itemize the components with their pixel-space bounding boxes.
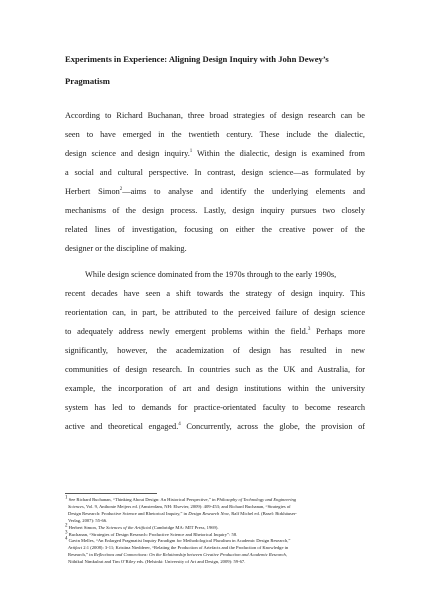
- paragraph: [65, 106, 365, 258]
- text-line: [65, 182, 365, 201]
- footnote-line: [65, 511, 365, 518]
- text-fragment: Buchanan, “Strategies of Design Research: Productive Science and Rhetorical Inquiry”: 58.: [67, 531, 238, 537]
- text-fragment: See Richard Buchanan, “Thinking About Design: An Historical Perspective,” in: [67, 497, 217, 502]
- text-fragment: ,: [285, 552, 287, 558]
- footnote: [65, 497, 365, 504]
- footnote-line: [65, 504, 365, 511]
- text-line: a social and cultural perspective. In contrast, design science—as formulated by: [65, 168, 365, 177]
- text-line: significantly, however, the academization of design has resulted in new: [65, 346, 365, 355]
- text-line: mechanisms of the design process. Lastly, design inquiry pursues two closely: [65, 206, 365, 215]
- footnote-line: [65, 552, 365, 559]
- text-line: related lines of investigation, focusing on either the creative power of the: [65, 225, 365, 234]
- text-line: recent decades have seen a shift towards the strategy of design inquiry. This: [65, 289, 365, 298]
- text-fragment: active and theoretical engaged.: [65, 422, 179, 431]
- text-fragment: Sciences: [68, 503, 84, 509]
- text-fragment: Perhaps more: [310, 327, 366, 336]
- text-fragment: Design Research Now: [188, 510, 229, 516]
- footnote-ref[interactable]: 3: [307, 327, 311, 333]
- text-fragment: Within the dialectic, design is examined from: [192, 149, 365, 158]
- text-fragment: to adequately address newly emergent problems within the field.: [65, 327, 308, 336]
- text-fragment: 2:1 (2008): 3-11; Kristina Niedderer, “Relating the Production of Artefacts and the Production of Knowledge in: [82, 545, 289, 551]
- footnote-ref[interactable]: 4: [178, 422, 181, 428]
- footnote: [65, 538, 365, 545]
- footnote-number: 1: [65, 495, 68, 501]
- text-fragment: , Vol. 9, Anthonie Meijers ed. (Amsterdam, NH: Elsevier, 2009): 409-453; and Richard Buchanan, “Strategies of: [83, 503, 291, 509]
- footnote-divider: [65, 493, 157, 494]
- text-line: [65, 144, 365, 163]
- text-fragment: Concurrently, across the globe, the provision of: [180, 422, 365, 431]
- text-fragment: , Ralf Michel ed. (Basel: Birkhäuser-: [228, 510, 297, 516]
- text-line: designer or the discipline of making.: [65, 244, 187, 253]
- footnote-number: 3: [65, 530, 68, 535]
- footnotes: [65, 497, 365, 566]
- title-line: Experiments in Experience: Aligning Design Inquiry with John Dewey’s: [65, 54, 329, 64]
- paragraph: [65, 265, 365, 436]
- text-fragment: design science and design inquiry.: [65, 149, 190, 158]
- text-line: reorientation can, in part, be attributed to the perceived failure of design science: [65, 308, 365, 317]
- text-fragment: Design Research: Productive Science and Rhetorical Inquiry,” in: [68, 510, 189, 516]
- title-line: Pragmatism: [65, 76, 110, 86]
- footnote-line: Nithikul Nimkulrat and Tim O’Riley eds. (Helsinki: University of Art and Design, 2009): 59-67.: [68, 559, 246, 565]
- text-fragment: Philosophy of Technology and Engineering: [216, 497, 297, 502]
- text-line: [65, 417, 365, 436]
- text-line: seen to have emerged in the twentieth century. These include the dialectic,: [65, 130, 365, 139]
- text-fragment: Herbert Simon,: [67, 524, 99, 530]
- document-title: [65, 48, 365, 92]
- footnote-line: [65, 545, 365, 552]
- text-fragment: Herbert Simon: [65, 187, 120, 196]
- text-line: [65, 322, 365, 341]
- footnote-ref[interactable]: 1: [189, 149, 193, 155]
- text-fragment: Research,” in: [68, 552, 94, 558]
- footnote: [65, 525, 365, 532]
- footnote-line: Verlag, 2007): 55-66.: [68, 517, 108, 523]
- text-fragment: —aims to analyse and identify the underlying elements and: [122, 187, 365, 196]
- text-fragment: (Cambridge MA: MIT Press, 1969).: [151, 524, 219, 530]
- text-line: example, the incorporation of art and design institutions within the university: [65, 384, 365, 393]
- text-line: communities of design research. In countries such as the UK and Australia, for: [65, 365, 365, 374]
- footnote-ref[interactable]: 2: [119, 187, 123, 193]
- text-fragment: The Sciences of the Artificial: [98, 524, 152, 530]
- text-line: While design science dominated from the 1970s through to the early 1990s,: [85, 270, 337, 279]
- text-fragment: Reflections and Connections: On the Relationship between Creative Production and Academic Research: [93, 552, 286, 558]
- text-fragment: Artifact: [68, 545, 83, 551]
- text-fragment: Gavin Melles, “An Enlarged Pragmatist Inquiry Paradigm for Methodological Pluralism in Academic Design Research,”: [67, 538, 291, 544]
- footnote-number: 2: [65, 523, 68, 529]
- text-line: system has led to demands for practice-orientated faculty to become research: [65, 403, 365, 412]
- text-line: According to Richard Buchanan, three broad strategies of design research can be: [65, 111, 365, 120]
- footnote-number: 4: [65, 536, 68, 542]
